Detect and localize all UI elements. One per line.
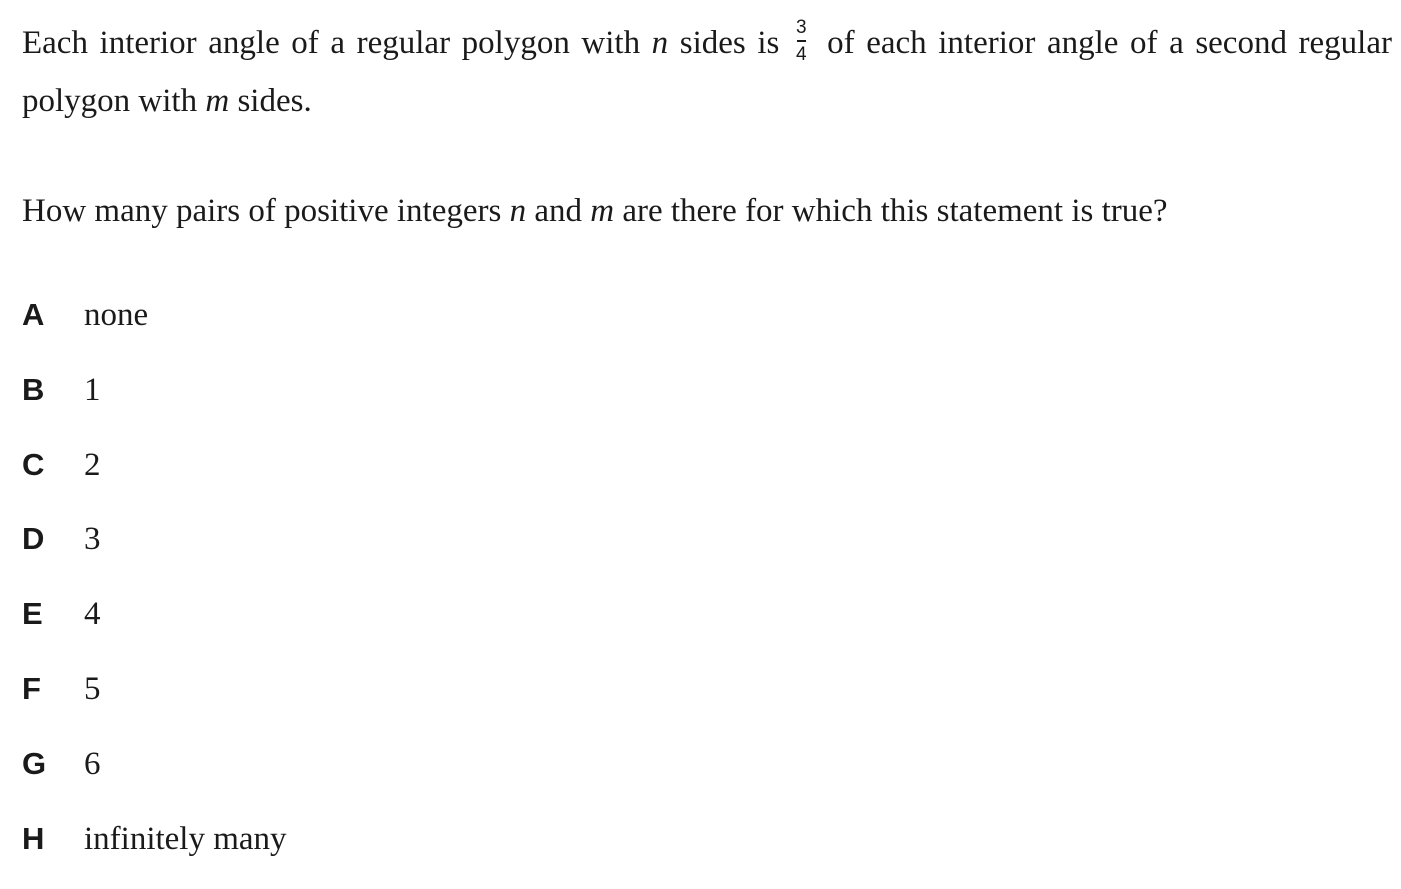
fraction-bar bbox=[797, 40, 806, 42]
option-letter: D bbox=[22, 521, 45, 557]
option-c[interactable] bbox=[22, 436, 287, 511]
option-letter: H bbox=[22, 820, 45, 856]
option-text: 5 bbox=[84, 670, 101, 707]
option-d[interactable] bbox=[22, 510, 287, 585]
question-text: sides is bbox=[668, 25, 791, 61]
option-f[interactable] bbox=[22, 660, 287, 735]
fraction-three-quarters bbox=[795, 18, 808, 65]
option-text: 4 bbox=[84, 596, 101, 633]
option-letter: F bbox=[22, 670, 41, 706]
answer-options bbox=[22, 286, 287, 884]
question-text: of each interior angle of a second regular polygon with bbox=[22, 25, 1392, 119]
option-text: 2 bbox=[84, 446, 101, 483]
variable-m: m bbox=[590, 193, 615, 229]
question-paragraph-2 bbox=[22, 182, 1168, 240]
option-text: infinitely many bbox=[84, 820, 287, 857]
option-b[interactable] bbox=[22, 361, 287, 436]
option-text: 3 bbox=[84, 521, 101, 558]
variable-m: m bbox=[205, 83, 230, 119]
option-letter: B bbox=[22, 371, 45, 407]
option-letter: A bbox=[22, 297, 45, 332]
option-text: none bbox=[84, 297, 149, 333]
question-text: sides. bbox=[229, 83, 312, 119]
fraction-denominator: 4 bbox=[795, 43, 807, 65]
question-stem bbox=[22, 14, 1392, 130]
question-text: and bbox=[526, 193, 591, 229]
question-text: are there for which this statement is true? bbox=[614, 193, 1168, 229]
option-h[interactable] bbox=[22, 810, 287, 885]
question-text: Each interior angle of a regular polygon with bbox=[22, 25, 652, 61]
question-paragraph-1 bbox=[22, 14, 1392, 130]
option-text: 6 bbox=[84, 745, 101, 782]
option-e[interactable] bbox=[22, 585, 287, 660]
option-text: 1 bbox=[84, 371, 101, 408]
option-letter: C bbox=[22, 446, 45, 482]
question-text: How many pairs of positive integers bbox=[22, 193, 510, 229]
variable-n: n bbox=[651, 25, 669, 61]
option-a[interactable] bbox=[22, 286, 287, 361]
option-letter: G bbox=[22, 745, 47, 781]
variable-n: n bbox=[509, 193, 527, 229]
option-letter: E bbox=[22, 596, 43, 632]
fraction-numerator: 3 bbox=[795, 16, 807, 38]
option-g[interactable] bbox=[22, 735, 287, 810]
